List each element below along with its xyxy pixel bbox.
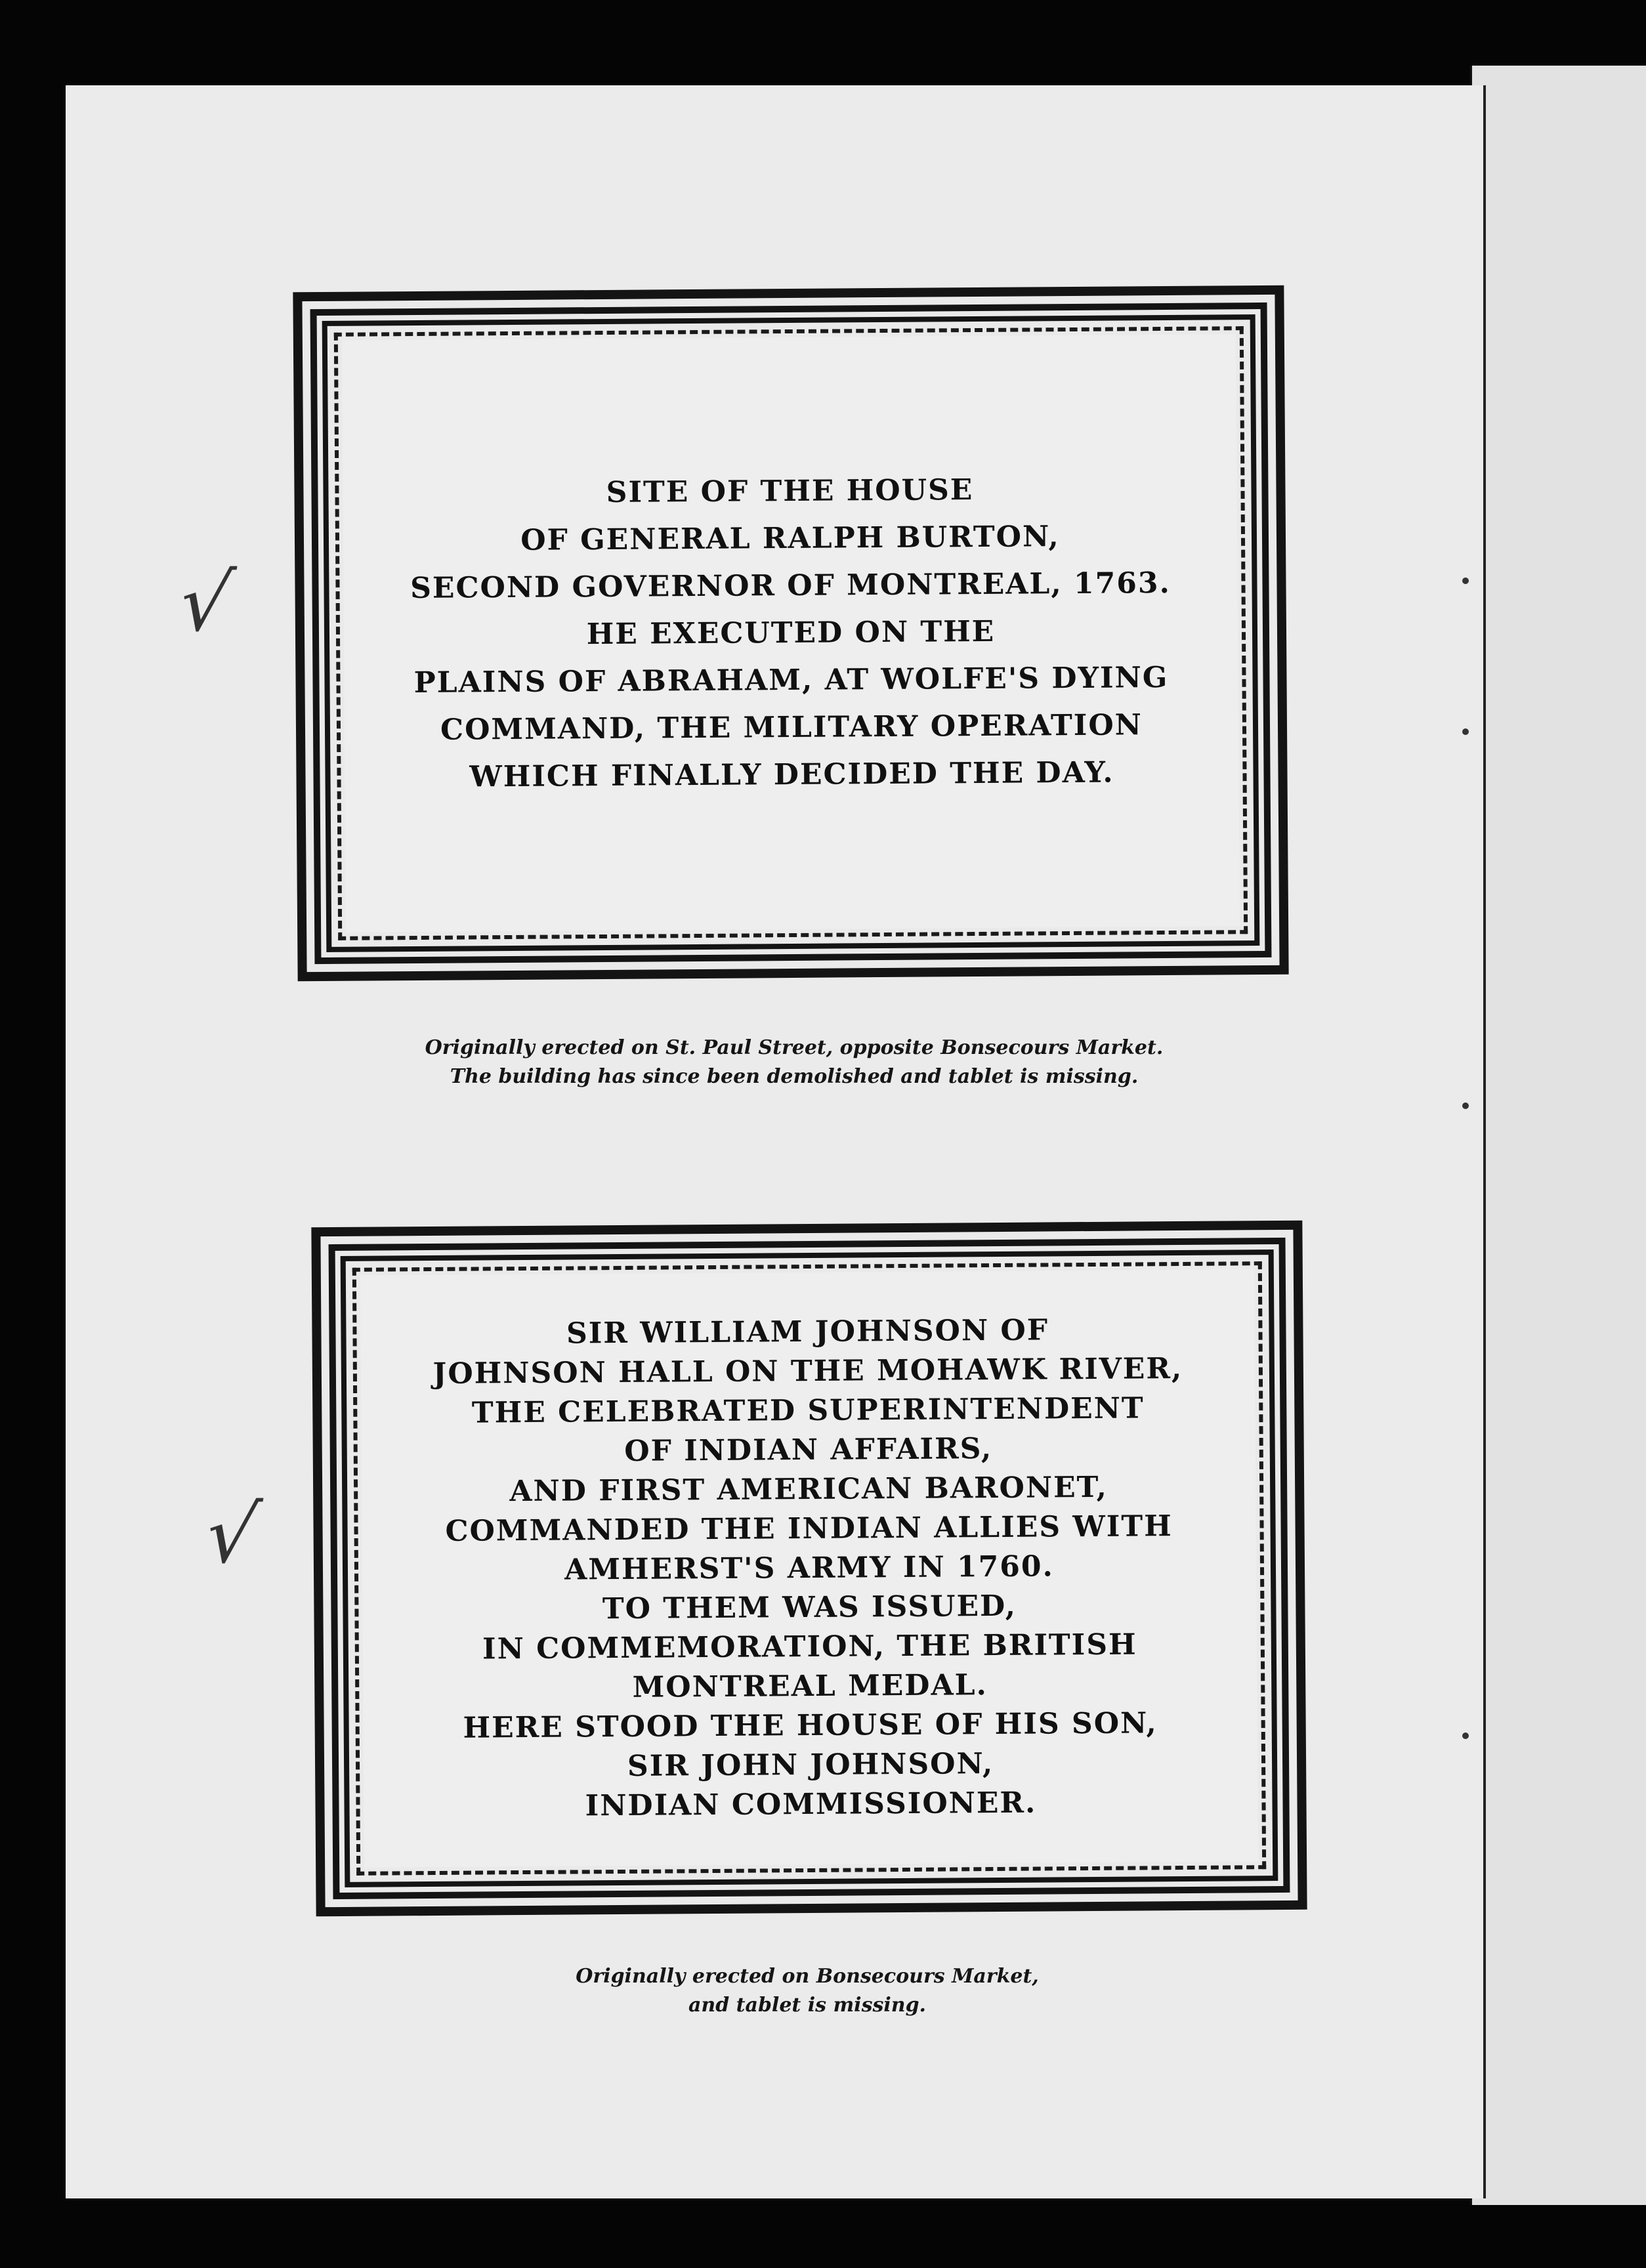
plaque-line: PLAINS OF ABRAHAM, AT WOLFE'S DYING: [413, 660, 1169, 700]
plaque-line: SECOND GOVERNOR OF MONTREAL, 1763.: [410, 566, 1171, 606]
plaque-line: THE CELEBRATED SUPERINTENDENT: [471, 1391, 1145, 1430]
plaque-frame-2: [311, 1221, 1307, 1917]
checkmark-icon: √: [172, 558, 239, 649]
plaque-caption-2: [315, 1962, 1299, 2020]
plaque-line: INDIAN COMMISSIONER.: [585, 1786, 1037, 1823]
plaque-caption-1: [302, 1034, 1286, 1091]
plaque-line: SIR JOHN JOHNSON,: [627, 1747, 994, 1783]
caption-line: Originally erected on Bonsecours Market,: [576, 1965, 1039, 1988]
plaque-line: HERE STOOD THE HOUSE OF HIS SON,: [463, 1706, 1158, 1745]
document-page: [66, 85, 1486, 2198]
plaque-line: COMMAND, THE MILITARY OPERATION: [440, 708, 1143, 747]
plaque-line: HE EXECUTED ON THE: [586, 614, 996, 652]
plaque-line: IN COMMEMORATION, THE BRITISH: [482, 1628, 1137, 1666]
plaque-line: AND FIRST AMERICAN BARONET,: [509, 1470, 1108, 1509]
plaque-line: WHICH FINALLY DECIDED THE DAY.: [469, 755, 1114, 794]
facing-page: [1470, 66, 1646, 2205]
binding-stitch: [1462, 1732, 1469, 1739]
plaque-line: SITE OF THE HOUSE: [606, 473, 974, 509]
plaque-line: OF INDIAN AFFAIRS,: [624, 1432, 993, 1468]
binding-stitch: [1462, 578, 1469, 584]
plaque-line: SIR WILLIAM JOHNSON OF: [566, 1313, 1049, 1351]
plaque-text-2: [360, 1269, 1258, 1867]
plaque-line: JOHNSON HALL ON THE MOHAWK RIVER,: [433, 1352, 1183, 1391]
binding-stitch: [1462, 728, 1469, 735]
plaque-line: AMHERST'S ARMY IN 1760.: [564, 1549, 1054, 1587]
binding-stitch: [1462, 1102, 1469, 1109]
plaque-line: OF GENERAL RALPH BURTON,: [520, 520, 1060, 557]
caption-line: Originally erected on St. Paul Street, opposite Bonsecours Market.: [425, 1036, 1164, 1059]
plaque-line: COMMANDED THE INDIAN ALLIES WITH: [445, 1509, 1173, 1548]
plaque-line: TO THEM WAS ISSUED,: [602, 1589, 1017, 1626]
plaque-line: MONTREAL MEDAL.: [632, 1668, 988, 1704]
plaque-frame-1: [293, 285, 1288, 982]
caption-line: and tablet is missing.: [688, 1994, 926, 2017]
plaque-text-1: [342, 334, 1240, 932]
caption-line: The building has since been demolished and tablet is missing.: [450, 1065, 1139, 1088]
checkmark-icon: √: [198, 1490, 265, 1581]
